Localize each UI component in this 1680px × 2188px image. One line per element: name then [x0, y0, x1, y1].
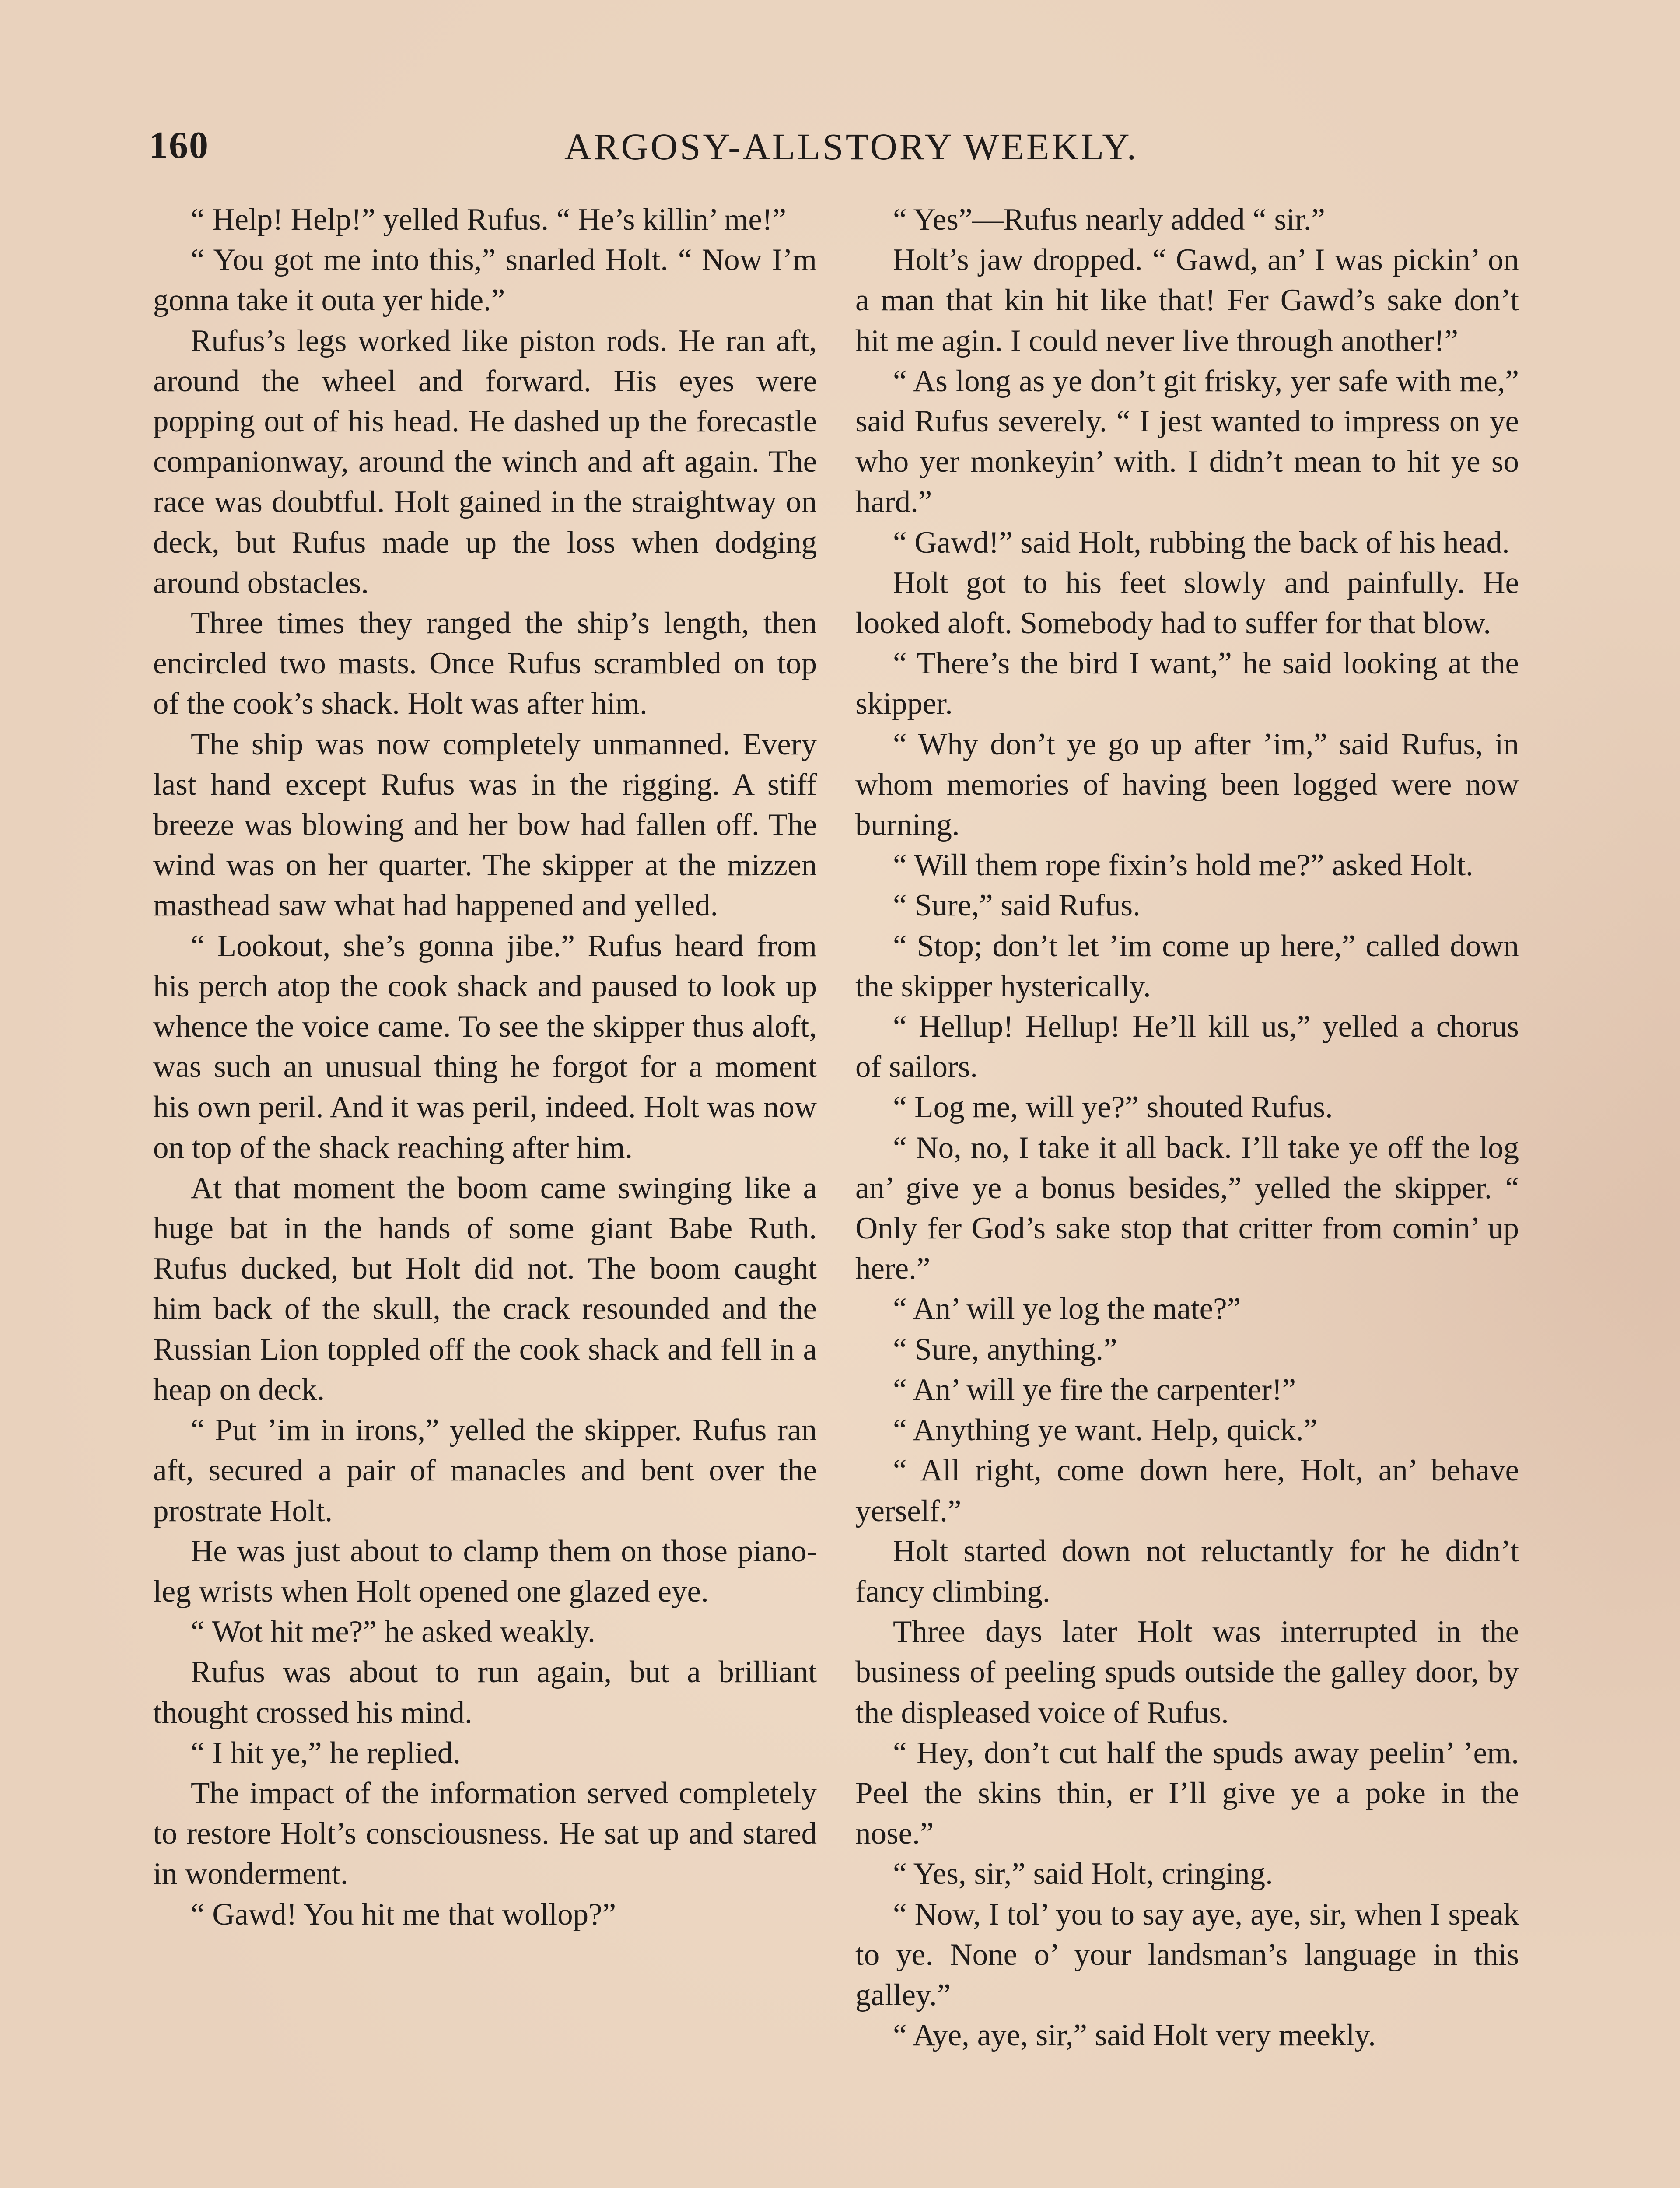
- paragraph: “ As long as ye don’t git frisky, yer safe with me,” said Rufus severely. “ I jest wanted to impress on ye who yer monkeyin’ with. I didn’t mean to hit ye so hard.”: [855, 364, 1519, 519]
- paragraph: “ You got me into this,” snarled Holt. “ Now I’m gonna take it outa yer hide.”: [153, 243, 817, 318]
- paragraph: “ Log me, will ye?” shouted Rufus.: [893, 1090, 1333, 1125]
- paragraph: “ Anything ye want. Help, quick.”: [893, 1413, 1318, 1448]
- paragraph: “ An’ will ye fire the carpenter!”: [893, 1372, 1296, 1407]
- paragraph: Rufus’s legs worked like piston rods. He ran aft, around the wheel and forward. His eyes were popping out of his head. He dashed up the forecastle companionway, around the winch and aft again. The race was doubtful. Holt gained in the straightway on deck, but Rufus made up the loss when dodging around obstacles.: [153, 323, 817, 600]
- paragraph: He was just about to clamp them on those piano-leg wrists when Holt opened one glazed eye.: [153, 1534, 817, 1609]
- paragraph: “ Will them rope fixin’s hold me?” asked Holt.: [893, 848, 1474, 883]
- paragraph: “ Put ’im in irons,” yelled the skipper. Rufus ran aft, secured a pair of manacles and bent over the prostrate Holt.: [153, 1413, 817, 1528]
- paragraph: Three days later Holt was interrupted in the business of peeling spuds outside the galley door, by the displeased voice of Rufus.: [855, 1615, 1519, 1730]
- paragraph: “ Now, I tol’ you to say aye, aye, sir, when I speak to ye. None o’ your landsman’s language in this galley.”: [855, 1897, 1519, 2012]
- paragraph: “ Stop; don’t let ’im come up here,” called down the skipper hysterically.: [855, 929, 1519, 1003]
- paragraph: Holt’s jaw dropped. “ Gawd, an’ I was pickin’ on a man that kin hit like that! Fer Gawd’s sake don’t hit me agin. I could never live through another!”: [855, 243, 1519, 358]
- paragraph: “ Wot hit me?” he asked weakly.: [191, 1615, 595, 1649]
- paragraph: The ship was now completely unmanned. Every last hand except Rufus was in the rigging. A stiff breeze was blowing and her bow had fallen off. The wind was on her quarter. The skipper at the mizzen masthead saw what had happened and yelled.: [153, 727, 817, 923]
- paragraph: “ An’ will ye log the mate?”: [893, 1292, 1241, 1326]
- paragraph: Holt got to his feet slowly and painfully. He looked aloft. Somebody had to suffer for that blow.: [855, 565, 1519, 641]
- paragraph: “ I hit ye,” he replied.: [191, 1736, 461, 1770]
- paragraph: “ Hey, don’t cut half the spuds away peelin’ ’em. Peel the skins thin, er I’ll give ye a poke in the nose.”: [855, 1736, 1519, 1851]
- paragraph: “ Yes, sir,” said Holt, cringing.: [893, 1857, 1273, 1891]
- paragraph: “ Gawd!” said Holt, rubbing the back of his head.: [893, 525, 1510, 560]
- page-number: 160: [149, 124, 209, 167]
- paragraph: “ Help! Help!” yelled Rufus. “ He’s killin’ me!”: [191, 203, 787, 237]
- paragraph: Holt started down not reluctantly for he didn’t fancy climbing.: [855, 1534, 1519, 1609]
- paragraph: “ Sure,” said Rufus.: [893, 888, 1141, 923]
- paragraph: “ Yes”—Rufus nearly added “ sir.”: [893, 203, 1325, 237]
- paragraph: Rufus was about to run again, but a brilliant thought crossed his mind.: [153, 1655, 817, 1730]
- left-column: [153, 200, 817, 1935]
- paragraph: “ There’s the bird I want,” he said looking at the skipper.: [855, 646, 1519, 721]
- paragraph: “ Lookout, she’s gonna jibe.” Rufus heard from his perch atop the cook shack and paused to look up whence the voice came. To see the skipper thus aloft, was such an unusual thing he forgot for a moment his own peril. And it was peril, indeed. Holt was now on top of the shack reaching after him.: [153, 929, 817, 1165]
- paragraph: “ Why don’t ye go up after ’im,” said Rufus, in whom memories of having been logged were now burning.: [855, 727, 1519, 842]
- paragraph: “ Sure, anything.”: [893, 1332, 1117, 1367]
- paragraph: At that moment the boom came swinging like a huge bat in the hands of some giant Babe Ruth. Rufus ducked, but Holt did not. The boom caught him back of the skull, the crack resounded and the Russian Lion toppled off the cook shack and fell in a heap on deck.: [153, 1171, 817, 1407]
- paragraph: “ Gawd! You hit me that wollop?”: [191, 1897, 616, 1932]
- paragraph: “ Hellup! Hellup! He’ll kill us,” yelled a chorus of sailors.: [855, 1010, 1519, 1084]
- paragraph: “ Aye, aye, sir,” said Holt very meekly.: [893, 2018, 1376, 2053]
- paragraph: The impact of the information served completely to restore Holt’s consciousness. He sat up and stared in wonderment.: [153, 1776, 817, 1891]
- paragraph: “ No, no, I take it all back. I’ll take ye off the log an’ give ye a bonus besides,” yelled the skipper. “ Only fer God’s sake stop that critter from comin’ up here.”: [855, 1130, 1519, 1286]
- running-head: ARGOSY-ALLSTORY WEEKLY.: [564, 126, 1139, 168]
- paragraph: “ All right, come down here, Holt, an’ behave yerself.”: [855, 1453, 1519, 1528]
- paragraph: Three times they ranged the ship’s length, then encircled two masts. Once Rufus scrambled on top of the cook’s shack. Holt was after him.: [153, 606, 817, 721]
- right-column: [855, 200, 1519, 2055]
